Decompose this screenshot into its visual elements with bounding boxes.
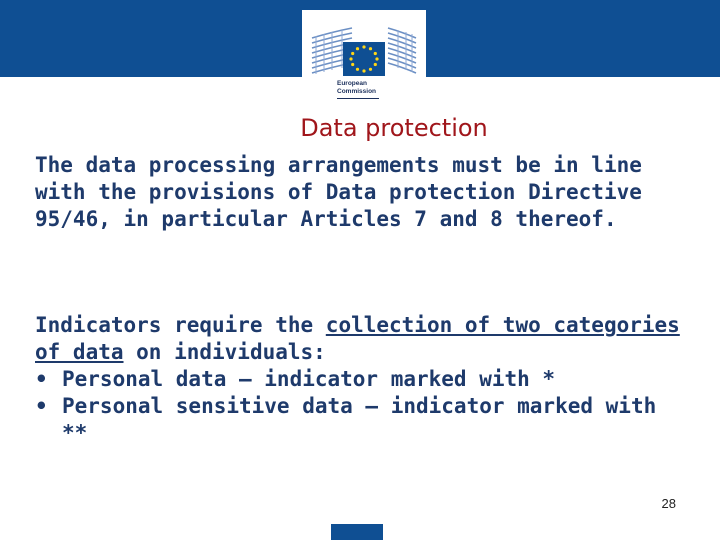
page-number: 28 (661, 496, 676, 511)
logo-underline (337, 98, 379, 99)
paragraph-directive (35, 152, 685, 233)
logo-line-1: European (337, 80, 367, 87)
paragraph-2-text (35, 312, 685, 366)
paragraph-1-text: The data processing arrangements must be in line with the provisions of Data protection Directive 95/46, in particular Articles 7 and 8 thereof. (35, 153, 642, 231)
slide-title: Data protection (300, 114, 488, 142)
bullet-item-personal: • Personal data – indicator marked with * (35, 366, 685, 393)
logo-wordmark (337, 80, 397, 96)
paragraph-indicators (35, 312, 685, 447)
bullet-item-sensitive: • Personal sensitive data – indicator marked with ** (35, 393, 685, 447)
bullet-list (35, 366, 685, 447)
paragraph-2-suffix: on individuals: (123, 340, 326, 364)
logo-line-2: Commission (337, 88, 377, 95)
paragraph-2-prefix: Indicators require the (35, 313, 326, 337)
footer-bar (331, 524, 383, 540)
european-commission-logo (302, 10, 426, 102)
paragraph-2-underlined: collection of two categories of data (35, 313, 680, 364)
